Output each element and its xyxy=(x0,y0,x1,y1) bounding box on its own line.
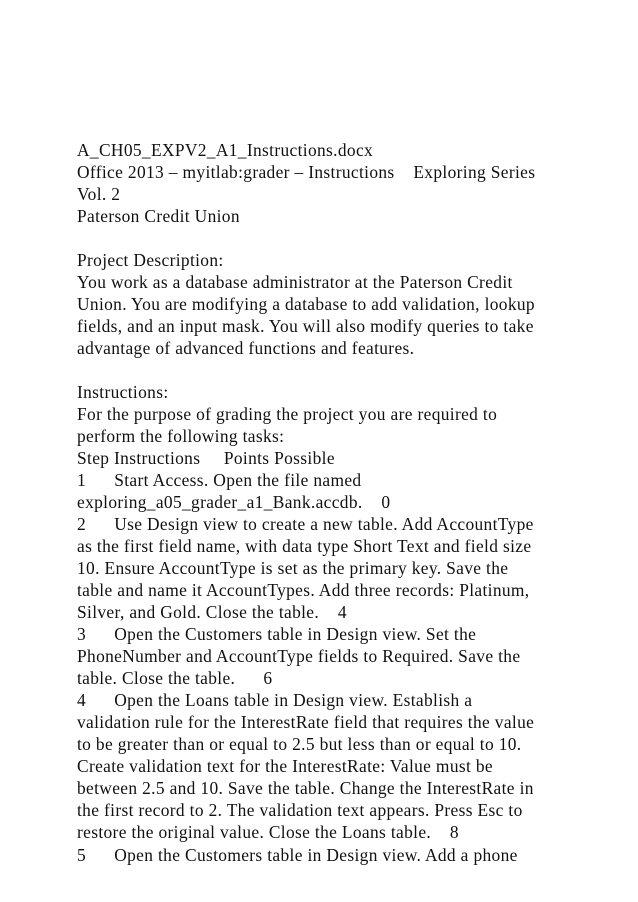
text-line: 4 Open the Loans table in Design view. Establish a xyxy=(77,690,473,711)
text-line: Paterson Credit Union xyxy=(77,206,240,227)
text-line: the first record to 2. The validation text appears. Press Esc to xyxy=(77,800,523,821)
text-line: between 2.5 and 10. Save the table. Change the InterestRate in xyxy=(77,778,534,799)
text-line: advantage of advanced functions and features. xyxy=(77,338,415,359)
text-line: perform the following tasks: xyxy=(77,426,285,447)
text-line: 3 Open the Customers table in Design view. Set the xyxy=(77,624,477,645)
text-line: 10. Ensure AccountType is set as the primary key. Save the xyxy=(77,558,509,579)
text-line: fields, and an input mask. You will also modify queries to take xyxy=(77,316,534,337)
text-line: as the first field name, with data type Short Text and field size xyxy=(77,536,532,557)
text-line: restore the original value. Close the Loans table. 8 xyxy=(77,822,459,843)
blank-line xyxy=(77,359,597,381)
text-line: exploring_a05_grader_a1_Bank.accdb. 0 xyxy=(77,492,391,513)
text-line: 5 Open the Customers table in Design view. Add a phone xyxy=(77,844,518,865)
text-line: to be greater than or equal to 2.5 but less than or equal to 10. xyxy=(77,734,522,755)
text-line: Office 2013 – myitlab:grader – Instructions Exploring Series xyxy=(77,162,536,183)
text-line: A_CH05_EXPV2_A1_Instructions.docx xyxy=(77,140,374,160)
text-line: Step Instructions Points Possible xyxy=(77,448,335,469)
text-line: Silver, and Gold. Close the table. 4 xyxy=(77,602,347,623)
document-page xyxy=(77,139,597,866)
text-line: Union. You are modifying a database to add validation, lookup xyxy=(77,294,535,315)
text-line: table. Close the table. 6 xyxy=(77,668,273,689)
text-line: validation rule for the InterestRate field that requires the value xyxy=(77,712,535,733)
text-line: PhoneNumber and AccountType fields to Required. Save the xyxy=(77,646,521,667)
text-line: You work as a database administrator at the Paterson Credit xyxy=(77,272,513,293)
text-line: Create validation text for the InterestRate: Value must be xyxy=(77,756,493,777)
text-line: table and name it AccountTypes. Add three records: Platinum, xyxy=(77,580,530,601)
text-line: Instructions: xyxy=(77,382,169,403)
text-line: 2 Use Design view to create a new table. Add AccountType xyxy=(77,514,534,535)
text-line: 1 Start Access. Open the file named xyxy=(77,470,362,491)
text-line: Project Description: xyxy=(77,250,224,271)
blank-line xyxy=(77,227,597,249)
text-line: For the purpose of grading the project you are required to xyxy=(77,404,498,425)
text-line: Vol. 2 xyxy=(77,184,121,205)
